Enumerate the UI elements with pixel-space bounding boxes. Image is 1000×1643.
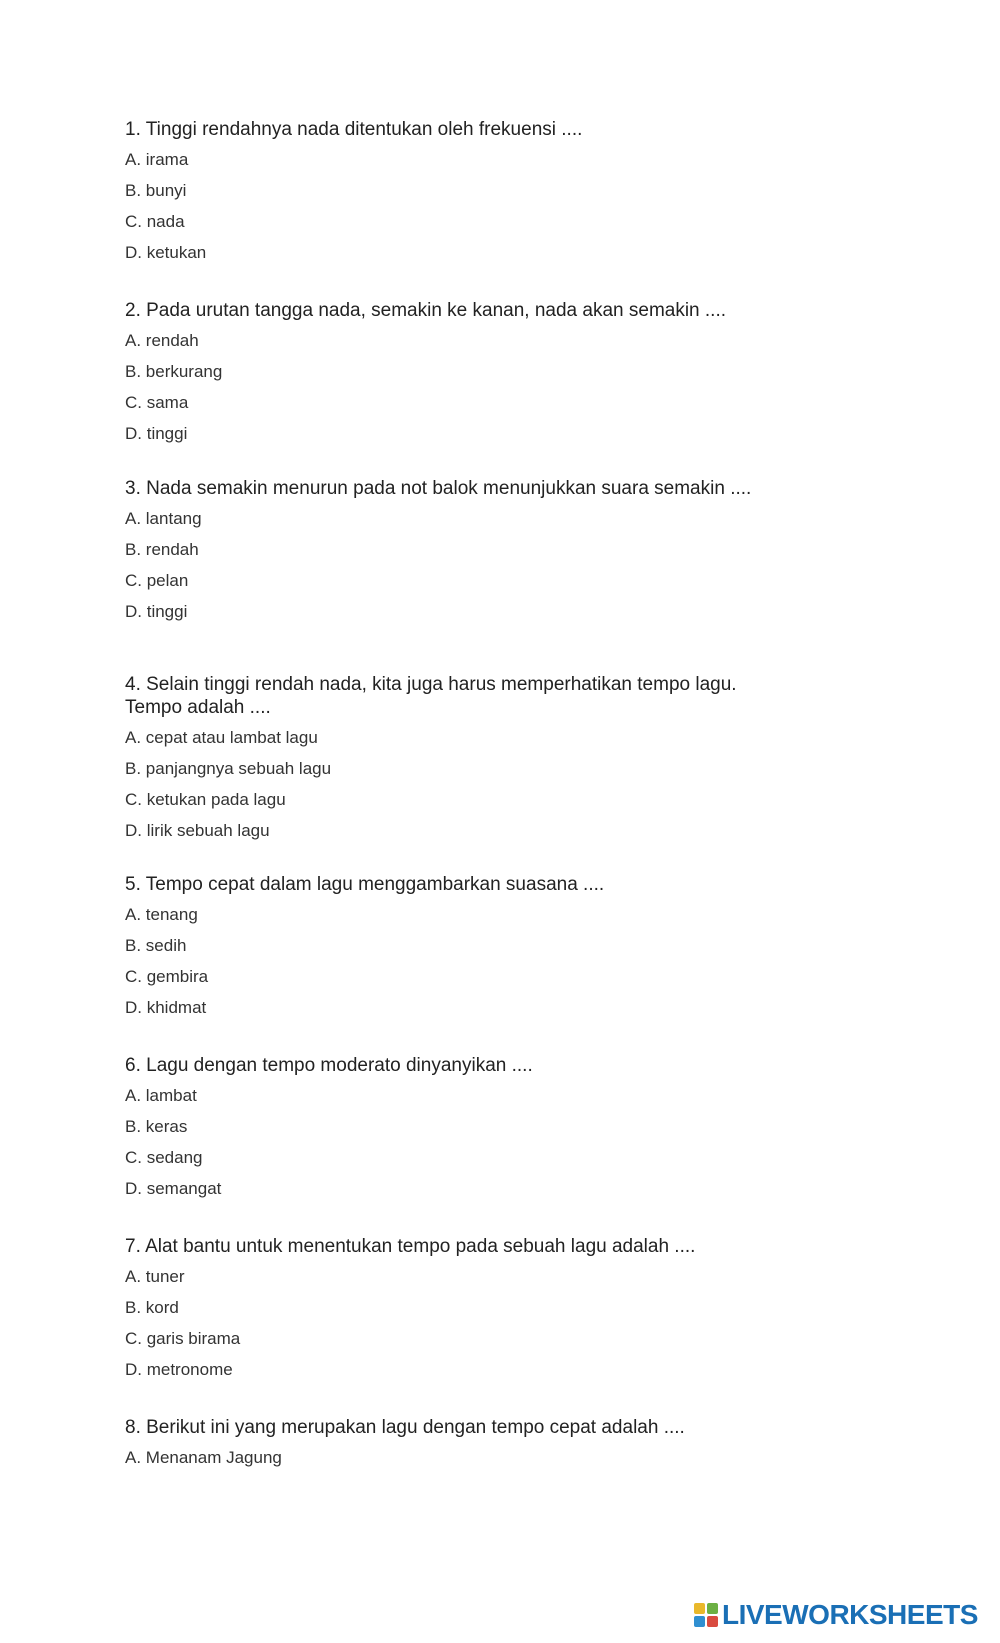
question-3-option-d: D. tinggi <box>125 602 188 621</box>
question-8-text: 8. Berikut ini yang merupakan lagu dengan tempo cepat adalah .... <box>125 1417 685 1438</box>
liveworksheets-logo[interactable] <box>694 1600 978 1630</box>
logo-square <box>694 1616 705 1627</box>
logo-square <box>707 1603 718 1614</box>
question-1-text: 1. Tinggi rendahnya nada ditentukan oleh frekuensi .... <box>125 119 583 140</box>
question-2-option-b: B. berkurang <box>125 362 223 381</box>
question-7-option-b: B. kord <box>125 1298 179 1317</box>
question-6-option-c: C. sedang <box>125 1148 203 1167</box>
question-4-option-d: D. lirik sebuah lagu <box>125 821 270 840</box>
question-7-option-a: A. tuner <box>125 1267 185 1286</box>
question-7-option-d: D. metronome <box>125 1360 233 1379</box>
question-5-option-c: C. gembira <box>125 967 209 986</box>
question-2-text: 2. Pada urutan tangga nada, semakin ke kanan, nada akan semakin .... <box>125 300 727 321</box>
question-6-text: 6. Lagu dengan tempo moderato dinyanyikan .... <box>125 1055 533 1076</box>
question-6-option-a: A. lambat <box>125 1086 197 1105</box>
question-4-option-a: A. cepat atau lambat lagu <box>125 728 318 747</box>
question-1-option-c: C. nada <box>125 212 185 231</box>
question-3 <box>125 477 765 622</box>
logo-square <box>694 1603 705 1614</box>
question-4-text: 4. Selain tinggi rendah nada, kita juga harus memperhatikan tempo lagu. Tempo adalah .... <box>125 674 737 718</box>
question-7-text: 7. Alat bantu untuk menentukan tempo pada sebuah lagu adalah .... <box>125 1236 696 1257</box>
question-1-option-a: A. irama <box>125 150 189 169</box>
question-2-option-d: D. tinggi <box>125 424 188 443</box>
question-2-option-a: A. rendah <box>125 331 199 350</box>
question-1 <box>125 118 765 263</box>
question-5-option-b: B. sedih <box>125 936 187 955</box>
question-5-text: 5. Tempo cepat dalam lagu menggambarkan suasana .... <box>125 874 605 895</box>
logo-text: LIVEWORKSHEETS <box>722 1599 978 1630</box>
question-5-option-a: A. tenang <box>125 905 198 924</box>
question-8-option-a: A. Menanam Jagung <box>125 1448 282 1467</box>
question-6-option-d: D. semangat <box>125 1179 222 1198</box>
question-2-option-c: C. sama <box>125 393 189 412</box>
question-6 <box>125 1054 765 1199</box>
question-5-option-d: D. khidmat <box>125 998 207 1017</box>
logo-square <box>707 1616 718 1627</box>
question-6-option-b: B. keras <box>125 1117 188 1136</box>
question-4-option-b: B. panjangnya sebuah lagu <box>125 759 332 778</box>
question-1-option-d: D. ketukan <box>125 243 207 262</box>
logo-grid-icon <box>694 1603 718 1627</box>
question-3-option-a: A. lantang <box>125 509 202 528</box>
question-7 <box>125 1235 765 1380</box>
question-3-text: 3. Nada semakin menurun pada not balok menunjukkan suara semakin .... <box>125 478 752 499</box>
question-7-option-c: C. garis birama <box>125 1329 241 1348</box>
question-5 <box>125 873 765 1018</box>
question-4 <box>125 673 765 841</box>
question-3-option-b: B. rendah <box>125 540 199 559</box>
question-8 <box>125 1416 765 1468</box>
question-2 <box>125 299 765 444</box>
question-4-option-c: C. ketukan pada lagu <box>125 790 286 809</box>
question-3-option-c: C. pelan <box>125 571 189 590</box>
question-1-option-b: B. bunyi <box>125 181 187 200</box>
